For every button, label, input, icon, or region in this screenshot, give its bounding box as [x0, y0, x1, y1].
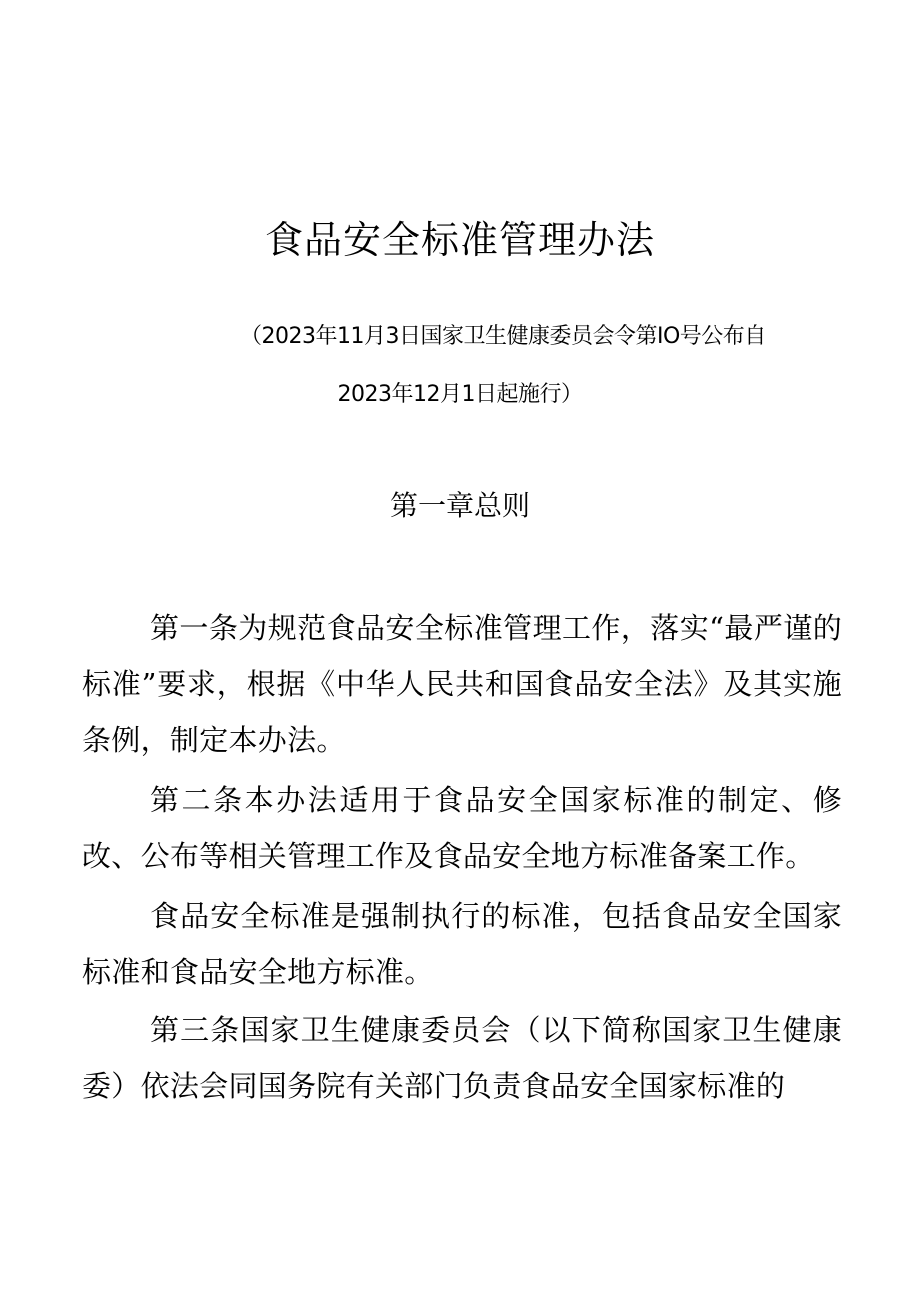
document-title: 食品安全标准管理办法 [264, 218, 655, 262]
article-2-continuation-paragraph: 食品安全标准是强制执行的标准，包括食品安全国家标准和食品安全地方标准。 [82, 899, 842, 989]
promulgation-note-line1: （2023年11月3日国家卫生健康委员会令第IO号公布自 [240, 324, 766, 349]
article-2-paragraph: 第二条本办法适用于食品安全国家标准的制定、修改、公布等相关管理工作及食品安全地方标准备案工作。 [82, 783, 842, 873]
article-1-paragraph: 第一条为规范食品安全标准管理工作，落实“最严谨的标准”要求，根据《中华人民共和国食品安全法》及其实施条例，制定本办法。 [82, 611, 842, 757]
article-3-paragraph: 第三条国家卫生健康委员会（以下简称国家卫生健康委）依法会同国务院有关部门负责食品安全国家标准的 [82, 1013, 842, 1103]
promulgation-note-line2: 2023年12月1日起施行） [337, 382, 583, 407]
chapter-heading: 第一章总则 [389, 489, 530, 522]
